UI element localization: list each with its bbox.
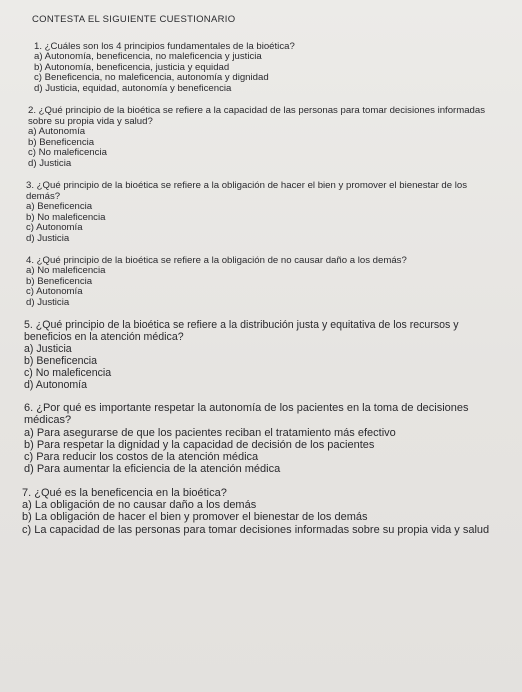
option-c: c) Para reducir los costos de la atención médica (24, 451, 259, 464)
option-c: c) No maleficencia (24, 367, 112, 379)
option-d: d) Autonomía (24, 379, 88, 391)
option-d: d) Justicia (26, 296, 70, 308)
option-d: d) Justicia, equidad, autonomía y beneficencia (34, 82, 232, 94)
option-a: a) Justicia (24, 343, 72, 355)
question-text: 7. ¿Qué es la beneficencia en la bioética? (22, 486, 227, 499)
option-b: b) Para respetar la dignidad y la capacidad de decisión de los pacientes (24, 438, 375, 451)
question-2 (28, 105, 502, 169)
option-d: d) Justicia (28, 157, 72, 169)
question-5 (24, 319, 502, 391)
question-text: 6. ¿Por qué es importante respetar la autonomía de los pacientes en la toma de decisiones médicas? (24, 402, 469, 427)
option-b: b) No maleficencia (26, 211, 106, 223)
question-6 (24, 402, 502, 476)
option-c: c) Beneficencia, no maleficencia, autonomía y dignidad (34, 72, 269, 83)
option-a: a) Beneficencia (26, 201, 93, 212)
option-c: c) Autonomía (26, 222, 83, 233)
option-b: b) La obligación de hacer el bien y promover el bienestar de los demás (22, 511, 368, 524)
question-7 (22, 487, 502, 536)
option-d: d) Justicia (26, 232, 70, 244)
question-4 (26, 255, 502, 308)
page-title: CONTESTA EL SIGUIENTE CUESTIONARIO (32, 14, 236, 25)
question-text: 4. ¿Qué principio de la bioética se refiere a la obligación de no causar daño a los demás? (26, 255, 407, 266)
question-text: 3. ¿Qué principio de la bioética se refiere a la obligación de hacer el bien y promover el bienestar de los demás? (26, 180, 468, 202)
option-a: a) Autonomía (28, 126, 86, 137)
option-c: c) No maleficencia (28, 147, 107, 158)
question-text: 1. ¿Cuáles son los 4 principios fundamentales de la bioética? (34, 41, 295, 52)
option-b: b) Beneficencia (28, 136, 95, 148)
question-text: 5. ¿Qué principio de la bioética se refiere a la distribución justa y equitativa de los recursos y beneficios en la atención médica? (24, 319, 459, 343)
option-a: a) La obligación de no causar daño a los demás (22, 499, 257, 512)
option-a: a) Autonomía, beneficencia, no maleficencia y justicia (34, 51, 262, 62)
option-b: b) Beneficencia (26, 275, 93, 287)
option-b: b) Autonomía, beneficencia, justicia y equidad (34, 61, 230, 73)
option-d: d) Para aumentar la eficiencia de la atención médica (24, 463, 281, 476)
question-3 (26, 180, 502, 244)
option-b: b) Beneficencia (24, 355, 98, 367)
option-c: c) Autonomía (26, 286, 83, 297)
option-a: a) No maleficencia (26, 265, 106, 276)
option-a: a) Para asegurarse de que los pacientes reciban el tratamiento más efectivo (24, 426, 396, 439)
option-c: c) La capacidad de las personas para tomar decisiones informadas sobre su propia vida y salud (22, 523, 490, 536)
question-1 (34, 41, 502, 94)
question-text: 2. ¿Qué principio de la bioética se refiere a la capacidad de las personas para tomar decisiones informadas sobre su propia vida y salud? (28, 105, 486, 127)
